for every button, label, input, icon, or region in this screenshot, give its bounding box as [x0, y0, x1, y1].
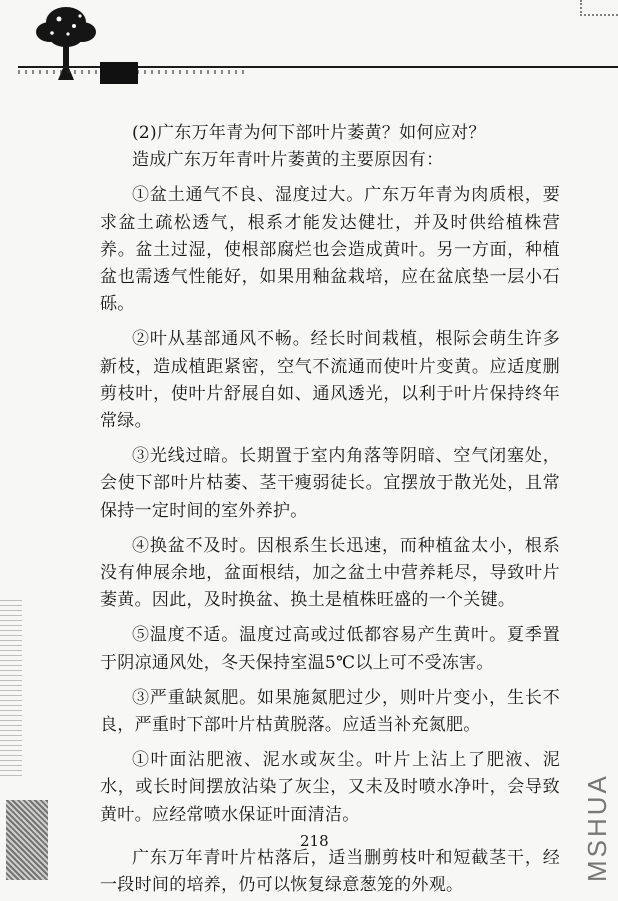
paragraph-cause-ventilation: ②叶从基部通风不畅。经长时间栽植，根际会萌生许多新枝，造成植距紧密，空气不流通而使叶片变黄。应适度删剪枝叶，使叶片舒展自如、通风透光，以利于叶片保持终年常绿。 [100, 329, 560, 432]
page-number: 218 [300, 832, 329, 850]
paragraph-cause-repotting: ④换盆不及时。因根系生长迅速，而种植盆太小，根系没有伸展余地，盆面根结，加之盆土中营养耗尽，导致叶片萎黄。因此，及时换盆、换土是植株旺盛的一个关键。 [100, 535, 560, 611]
question-heading: (2)广东万年青为何下部叶片萎黄？如何应对？ [132, 123, 486, 143]
scan-corner-mark [580, 0, 618, 16]
margin-scan-shadow [6, 800, 48, 880]
page-body [100, 120, 560, 899]
header-black-block [100, 62, 138, 84]
paragraph-recovery: 广东万年青叶片枯落后，适当删剪枝叶和短截茎干，经一段时间的培养，仍可以恢复绿意葱笼的外观。 [100, 847, 560, 896]
paragraph-cause-light: ③光线过暗。长期置于室内角落等阴暗、空气闭塞处，会使下部叶片枯萎、茎干瘦弱徒长。宜摆放于散光处，且常保持一定时间的室外养护。 [100, 446, 560, 521]
paragraph-intro: 造成广东万年青叶片萎黄的主要原因有： [132, 150, 444, 171]
watermark [565, 670, 618, 890]
watermark-text: MSHUA [582, 773, 612, 882]
margin-scan-noise [0, 600, 22, 780]
paragraph-cause-nitrogen: ③严重缺氮肥。如果施氮肥过少，则叶片变小，生长不良，严重时下部叶片枯黄脱落。应适当补充氮肥。 [100, 687, 560, 736]
paragraph-cause-temperature: ⑤温度不适。温度过高或过低都容易产生黄叶。夏季置于阴凉通风处，冬天保持室温5℃以上可不受冻害。 [100, 625, 560, 673]
paragraph-cause-dust: ①叶面沾肥液、泥水或灰尘。叶片上沾上了肥液、泥水，或长时间摆放沾染了灰尘，又未及时喷水净叶，会导致黄叶。应经常喷水保证叶面清洁。 [100, 750, 560, 825]
paragraph-cause-soil: ①盆土通气不良、湿度过大。广东万年青为肉质根，要求盆土疏松透气，根系才能发达健壮，并及时供给植株营养。盆土过湿，使根部腐烂也会造成黄叶。另一方面，种植盆也需透气性能好，如果用釉盆栽培，应在盆底垫一层小石砾。 [100, 185, 560, 315]
